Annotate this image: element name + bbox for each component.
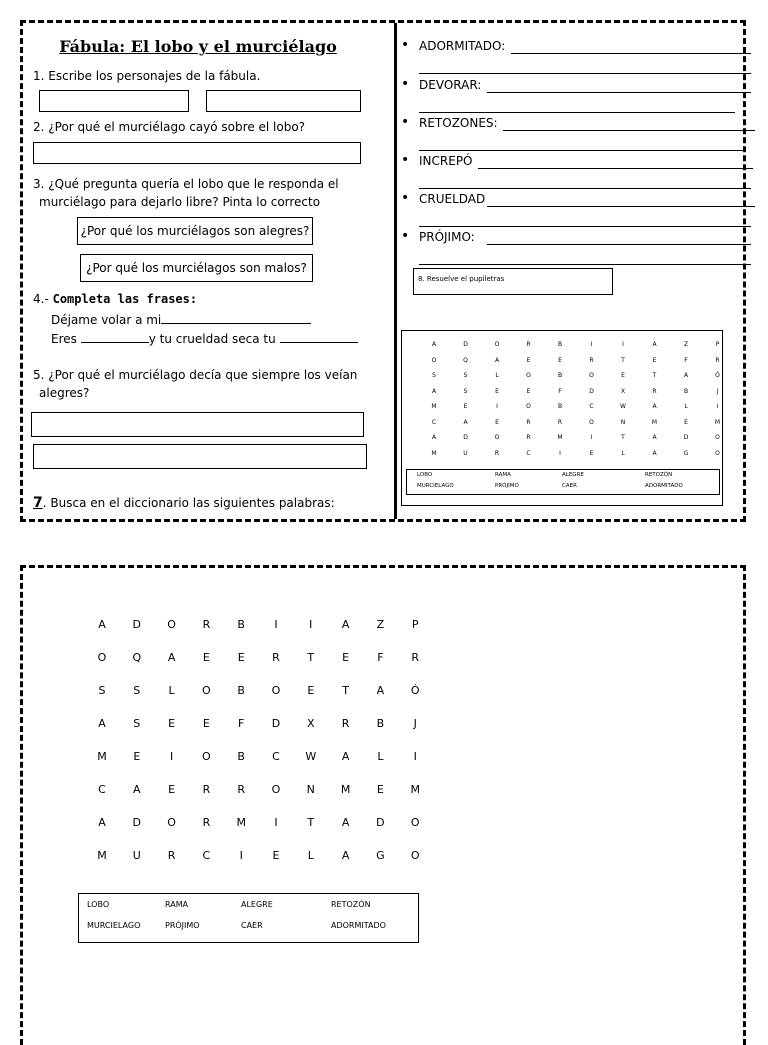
mini-grid-letter[interactable]: O — [589, 418, 594, 426]
grid-letter[interactable]: B — [237, 618, 245, 631]
grid-letter[interactable]: T — [342, 684, 349, 697]
grid-letter[interactable]: A — [341, 849, 350, 862]
grid-letter[interactable]: O — [202, 750, 211, 763]
mini-grid-letter[interactable]: E — [684, 418, 688, 426]
mini-word-list — [406, 469, 720, 495]
mini-word-search — [401, 330, 723, 506]
column-divider — [394, 23, 397, 519]
vocab-answer-line[interactable] — [419, 73, 751, 74]
mini-grid-letter[interactable]: B — [683, 387, 689, 395]
sentence-line-2 — [51, 330, 358, 346]
vocab-answer-line[interactable] — [487, 206, 755, 207]
mini-grid-letter[interactable]: M — [651, 418, 658, 426]
mini-grid-letter[interactable]: D — [683, 434, 689, 441]
mini-grid-letter[interactable]: R — [526, 434, 531, 441]
grid-letter[interactable]: I — [169, 750, 174, 763]
mini-grid-letter[interactable]: S — [463, 387, 468, 395]
grid-letter[interactable]: G — [376, 849, 385, 862]
vocab-answer-line[interactable] — [487, 92, 751, 93]
mini-grid-letter[interactable]: E — [495, 418, 499, 426]
grid-letter[interactable]: E — [342, 651, 350, 664]
grid-letter[interactable]: E — [133, 750, 141, 763]
mini-grid-letter[interactable]: O — [526, 403, 531, 410]
mini-grid-letter[interactable]: E — [589, 449, 594, 457]
grid-letter[interactable]: O — [167, 816, 176, 829]
mini-grid-letter[interactable]: D — [463, 341, 468, 348]
question-3-line-2: murciélago para dejarlo libre? Pinta lo correcto — [39, 195, 321, 209]
answer-box-character-1[interactable] — [39, 90, 189, 112]
vocab-word: ADORMITADO: — [419, 39, 506, 53]
vocab-answer-line[interactable] — [487, 244, 751, 245]
grid-letter[interactable]: D — [271, 717, 281, 730]
mini-grid-letter[interactable]: E — [558, 356, 562, 364]
grid-letter[interactable]: B — [237, 750, 245, 763]
grid-letter[interactable]: J — [413, 717, 417, 730]
grid-letter[interactable]: R — [272, 651, 280, 664]
grid-letter[interactable]: L — [168, 684, 175, 697]
answer-box-character-2[interactable] — [206, 90, 361, 112]
sentence-1-text: Déjame volar a mi — [51, 313, 162, 327]
grid-letter[interactable]: F — [377, 651, 384, 664]
list-word: RAMA — [165, 900, 189, 909]
grid-letter[interactable]: S — [133, 717, 141, 730]
mini-grid-letter[interactable]: E — [495, 387, 499, 395]
mini-list-word: CAER — [562, 483, 577, 489]
mini-grid-letter[interactable]: C — [431, 418, 437, 426]
mini-list-word: LOBO — [417, 472, 433, 478]
question-8-box: 8. Resuelve el pupiletras — [413, 268, 613, 295]
grid-letter[interactable]: A — [98, 717, 106, 730]
answer-box-question-5-a[interactable] — [31, 412, 364, 437]
grid-letter[interactable]: A — [133, 783, 141, 796]
option-box-alegres[interactable]: ¿Por qué los murciélagos son alegres? — [77, 217, 313, 245]
grid-letter[interactable]: S — [98, 684, 106, 697]
grid-letter[interactable]: E — [272, 849, 280, 862]
mini-grid-letter[interactable]: A — [431, 434, 437, 441]
mini-grid-letter[interactable]: E — [652, 356, 657, 364]
mini-list-word: RAMA — [495, 472, 511, 478]
mini-grid-letter[interactable]: R — [526, 341, 531, 348]
mini-grid-letter[interactable]: Q — [463, 356, 468, 364]
list-word: RETOZÓN — [331, 900, 371, 909]
bullet-icon: • — [401, 76, 410, 92]
mini-grid-letter[interactable]: C — [589, 403, 594, 410]
vocab-answer-line[interactable] — [419, 150, 745, 151]
vocab-answer-line[interactable] — [419, 264, 751, 265]
grid-letter[interactable]: A — [98, 816, 106, 829]
mini-grid-letter[interactable]: D — [589, 387, 594, 395]
grid-letter[interactable]: E — [376, 783, 384, 796]
grid-letter[interactable]: Ó — [410, 684, 420, 697]
mini-grid-letter[interactable]: X — [620, 387, 626, 395]
mini-grid-letter[interactable]: A — [652, 449, 657, 457]
mini-grid-letter[interactable]: L — [621, 449, 625, 457]
mini-grid-letter[interactable]: D — [463, 434, 468, 441]
vocab-word: PRÓJIMO: — [419, 230, 475, 244]
letter-grid — [23, 568, 743, 868]
question-7-text: . Busca en el diccionario las siguientes palabras: — [42, 496, 335, 510]
grid-letter[interactable]: F — [238, 717, 245, 730]
grid-letter[interactable]: I — [239, 849, 243, 862]
grid-letter[interactable]: O — [202, 684, 211, 697]
mini-grid-letter[interactable]: P — [715, 341, 720, 348]
mini-grid-letter[interactable]: B — [557, 341, 563, 348]
mini-grid-letter[interactable]: O — [715, 449, 720, 457]
mini-grid-letter[interactable]: I — [496, 403, 498, 410]
grid-letter[interactable]: M — [97, 750, 107, 763]
list-word: ADORMITADO — [331, 921, 386, 930]
mini-grid-letter[interactable]: C — [526, 449, 531, 457]
grid-letter[interactable]: D — [132, 816, 142, 829]
grid-letter[interactable]: Z — [376, 618, 385, 631]
question-7-number: 7 — [33, 495, 43, 511]
mini-grid-letter[interactable]: A — [652, 434, 657, 441]
grid-letter[interactable]: P — [411, 618, 419, 631]
question-3-line-1: 3. ¿Qué pregunta quería el lobo que le responda el — [33, 177, 339, 191]
mini-grid-letter[interactable]: W — [620, 403, 626, 410]
mini-grid-letter[interactable]: T — [652, 372, 657, 379]
grid-letter[interactable]: M — [340, 783, 351, 796]
mini-grid-letter[interactable]: E — [526, 356, 531, 364]
mini-grid-letter[interactable]: O — [715, 434, 720, 441]
grid-letter[interactable]: E — [237, 651, 245, 664]
vocab-word: CRUELDAD — [419, 192, 486, 206]
list-word: LOBO — [87, 900, 110, 909]
mini-grid-letter[interactable]: U — [463, 449, 468, 457]
grid-letter[interactable]: O — [410, 816, 420, 829]
answer-box-question-2[interactable] — [33, 142, 361, 164]
question-7 — [33, 494, 335, 512]
mini-grid-letter[interactable]: S — [463, 372, 468, 379]
mini-grid-letter[interactable]: O — [526, 372, 531, 379]
list-word: ALEGRE — [241, 900, 273, 909]
grid-letter[interactable]: O — [167, 618, 176, 631]
grid-letter[interactable]: X — [307, 717, 315, 730]
grid-letter[interactable]: I — [413, 750, 417, 763]
mini-grid-letter[interactable]: O — [589, 372, 594, 379]
mini-grid-letter[interactable]: E — [621, 372, 625, 379]
list-word: PRÓJIMO — [165, 921, 200, 930]
vocab-answer-line[interactable] — [503, 130, 755, 131]
bullet-icon: • — [401, 152, 410, 168]
vocab-answer-line[interactable] — [511, 53, 751, 54]
grid-letter[interactable]: E — [168, 783, 176, 796]
mini-grid-letter[interactable]: O — [494, 434, 500, 441]
grid-letter[interactable]: R — [202, 816, 211, 829]
grid-letter[interactable]: R — [411, 651, 420, 664]
mini-grid-letter[interactable]: G — [683, 449, 689, 457]
grid-letter[interactable]: A — [341, 618, 350, 631]
grid-letter[interactable]: A — [98, 618, 106, 631]
grid-letter[interactable]: I — [274, 618, 278, 631]
bullet-icon: • — [401, 228, 410, 244]
mini-grid-letter[interactable]: A — [463, 418, 468, 426]
list-word: MURCIELAGO — [87, 921, 141, 930]
sentence-line-1 — [51, 311, 311, 327]
question-4-heading — [33, 290, 197, 308]
mini-grid-letter[interactable]: T — [621, 434, 625, 441]
grid-letter[interactable]: E — [202, 651, 210, 664]
question-5-line-2: alegres? — [39, 386, 90, 400]
mini-grid-letter[interactable]: N — [620, 418, 626, 426]
grid-letter[interactable]: E — [168, 717, 176, 730]
grid-letter[interactable]: R — [237, 783, 246, 796]
option-box-malos[interactable]: ¿Por qué los murciélagos son malos? — [80, 254, 313, 282]
sentence-2-text-b: y tu crueldad seca tu — [148, 332, 280, 346]
grid-letter[interactable]: L — [307, 849, 314, 862]
mini-grid-letter[interactable]: F — [684, 356, 688, 364]
grid-letter[interactable]: M — [97, 849, 107, 862]
worksheet-bottom — [20, 565, 746, 1045]
sentence-2-blank-b[interactable] — [280, 330, 358, 343]
vocab-word: INCREPÓ — [419, 154, 473, 168]
grid-letter[interactable]: B — [376, 717, 385, 730]
mini-grid-letter[interactable]: A — [683, 372, 689, 379]
mini-grid-letter[interactable]: L — [495, 372, 499, 379]
grid-letter[interactable]: I — [274, 816, 278, 829]
grid-letter[interactable]: T — [307, 651, 315, 664]
sentence-1-blank[interactable] — [161, 311, 311, 324]
mini-list-word: MURCIELAGO — [417, 483, 454, 489]
grid-letter[interactable]: A — [167, 651, 176, 664]
mini-grid-letter[interactable]: R — [494, 449, 500, 457]
mini-grid-letter[interactable]: F — [558, 387, 562, 395]
sentence-2-text-a: Eres — [51, 332, 81, 346]
question-1: 1. Escribe los personajes de la fábula. — [33, 69, 261, 83]
mini-grid-letter[interactable]: R — [526, 418, 531, 426]
grid-letter[interactable]: A — [341, 816, 350, 829]
mini-grid-letter[interactable]: S — [432, 372, 436, 379]
question-2: 2. ¿Por qué el murciélago cayó sobre el lobo? — [33, 120, 306, 134]
mini-grid-letter[interactable]: O — [494, 341, 500, 348]
mini-grid-letter[interactable]: R — [715, 356, 720, 364]
bullet-icon: • — [401, 190, 410, 206]
vocab-answer-line[interactable] — [419, 112, 735, 113]
grid-letter[interactable]: B — [237, 684, 245, 697]
grid-letter[interactable]: O — [410, 849, 420, 862]
vocab-answer-line[interactable] — [419, 226, 751, 227]
mini-grid-letter[interactable]: M — [557, 434, 563, 441]
vocab-answer-line[interactable] — [478, 168, 753, 169]
question-4-label: Completa las frases: — [52, 292, 198, 306]
grid-letter[interactable]: D — [132, 618, 142, 631]
mini-grid-letter[interactable]: E — [526, 387, 531, 395]
sentence-2-blank-a[interactable] — [81, 330, 149, 343]
mini-grid-letter[interactable]: I — [716, 403, 719, 410]
bullet-icon: • — [401, 37, 410, 53]
grid-letter[interactable]: I — [309, 618, 313, 631]
grid-letter[interactable]: C — [202, 849, 211, 862]
mini-grid-letter[interactable]: R — [589, 356, 594, 364]
mini-list-word: PRÓJIMO — [495, 483, 519, 489]
mini-grid-letter[interactable]: A — [494, 356, 500, 364]
grid-letter[interactable]: A — [341, 750, 350, 763]
grid-letter[interactable]: L — [377, 750, 384, 763]
mini-grid-letter[interactable]: B — [557, 403, 563, 410]
grid-letter[interactable]: T — [307, 816, 315, 829]
grid-letter[interactable]: S — [133, 684, 141, 697]
mini-grid-letter[interactable]: A — [652, 403, 657, 410]
mini-grid-letter[interactable]: M — [431, 449, 437, 457]
mini-grid-letter[interactable]: A — [431, 387, 437, 395]
grid-letter[interactable]: C — [272, 750, 280, 763]
mini-list-word: RETOZÓN — [645, 472, 673, 478]
grid-letter[interactable]: Q — [132, 651, 142, 664]
question-4-number: 4.- — [33, 292, 53, 306]
mini-grid-letter[interactable]: R — [652, 387, 657, 395]
mini-grid-letter[interactable]: Ó — [715, 372, 720, 379]
mini-grid-letter[interactable]: B — [557, 372, 563, 379]
grid-letter[interactable]: D — [376, 816, 385, 829]
grid-letter[interactable]: R — [167, 849, 176, 862]
answer-box-question-5-b[interactable] — [33, 444, 367, 469]
vocab-answer-line[interactable] — [419, 188, 751, 189]
mini-grid-letter[interactable]: A — [431, 341, 437, 348]
mini-grid-letter[interactable]: A — [652, 341, 657, 348]
grid-letter[interactable]: O — [97, 651, 107, 664]
mini-list-word: ALEGRE — [562, 472, 584, 478]
mini-grid-letter[interactable]: M — [431, 403, 437, 410]
mini-grid-letter[interactable]: R — [557, 418, 563, 426]
grid-letter[interactable]: O — [271, 684, 281, 697]
grid-letter[interactable]: R — [341, 717, 350, 730]
mini-list-word: ADORMITADO — [645, 483, 683, 489]
mini-grid-letter[interactable]: Z — [683, 341, 689, 348]
vocab-word: RETOZONES: — [419, 116, 498, 130]
question-5-line-1: 5. ¿Por qué el murciélago decía que siempre los veían — [33, 368, 358, 382]
mini-grid-letter[interactable]: M — [714, 418, 721, 426]
grid-letter[interactable]: R — [202, 783, 211, 796]
grid-letter[interactable]: C — [98, 783, 106, 796]
mini-grid-letter[interactable]: I — [622, 341, 624, 348]
mini-grid-letter[interactable]: J — [716, 387, 719, 395]
vocab-word: DEVORAR: — [419, 78, 482, 92]
bullet-icon: • — [401, 114, 410, 130]
grid-letter[interactable]: N — [306, 783, 315, 796]
worksheet-title: Fábula: El lobo y el murciélago — [59, 37, 337, 56]
word-list — [78, 893, 419, 943]
mini-grid-letter[interactable]: O — [431, 356, 437, 364]
grid-letter[interactable]: M — [410, 783, 420, 796]
grid-letter[interactable]: M — [236, 816, 246, 829]
mini-grid-letter[interactable]: I — [590, 434, 593, 441]
grid-letter[interactable]: E — [202, 717, 210, 730]
grid-letter[interactable]: W — [305, 750, 317, 763]
grid-letter[interactable]: A — [376, 684, 385, 697]
list-word: CAER — [241, 921, 263, 930]
mini-grid-letter[interactable]: I — [590, 341, 593, 348]
grid-letter[interactable]: U — [132, 849, 141, 862]
mini-grid-letter[interactable]: E — [463, 403, 468, 410]
worksheet-top — [20, 20, 746, 522]
mini-grid-letter[interactable]: L — [684, 403, 688, 410]
mini-grid-letter[interactable]: I — [559, 449, 561, 457]
mini-grid-letter[interactable]: T — [621, 356, 625, 364]
grid-letter[interactable]: R — [202, 618, 211, 631]
grid-letter[interactable]: O — [271, 783, 281, 796]
grid-letter[interactable]: E — [307, 684, 315, 697]
